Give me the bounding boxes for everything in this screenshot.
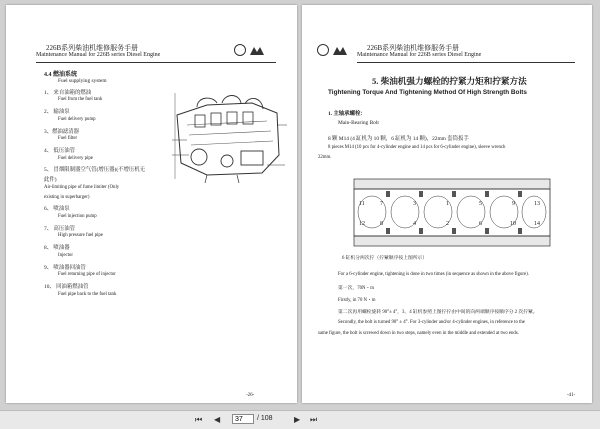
header-title-cn: 226B系列柴油机维修服务手册 (367, 44, 460, 52)
paragraph: 8 颗 M14 (4 缸机为 10 颗，6 缸机为 14 颗)，22mm 套筒扳手 (328, 136, 469, 142)
paragraph: same figure, the bolt is screwed down in two steps, namely even in the middle and extended at two ends. (318, 331, 519, 336)
last-page-icon[interactable]: ⏭ (310, 415, 318, 424)
bolt-label: 8 (380, 221, 383, 227)
figure-caption: 6 缸机分两次拧（拧紧顺序按上图所示） (342, 256, 428, 261)
company-logo (317, 44, 329, 56)
bolt-label: 2 (446, 221, 449, 227)
bolt-label: 3 (413, 201, 416, 207)
item-en: Injector (58, 253, 73, 258)
section-subheading: Fuel supplying system (58, 78, 107, 84)
bolt-label: 14 (534, 221, 540, 227)
paragraph: For a 6-cylinder engine, tightening is done in two times (in sequence as shown in the above figure). (338, 272, 529, 277)
header-title-cn: 226B系列柴油机维修服务手册 (46, 44, 139, 52)
paragraph: 8 pieces M14 (10 pcs for 4-cylinder engine and 14 pcs for 6-cylinder engine), sleeve wrench (328, 145, 506, 150)
bolt-label: 1 (446, 201, 449, 207)
item-cn: 9、 喷油器回油管 (44, 265, 86, 271)
deutz-logo (249, 44, 265, 62)
item-en: Fuel from the fuel tank (58, 97, 103, 102)
item-en: Fuel filter (58, 136, 78, 141)
item-en: Fuel delivery pump (58, 117, 96, 122)
item-cn-continued: 此件) (44, 177, 57, 183)
paragraph: 第一次，70N・m (338, 286, 374, 291)
item-cn: 7、 高压油管 (44, 226, 75, 232)
paragraph: Secondly, the bolt is turned 90° ± 4°. For 3-cylinder and/or 4-cylinder engines, in reference to the (338, 320, 525, 325)
paragraph: 22mm. (318, 155, 332, 160)
total-pages: / 108 (257, 415, 273, 422)
bolt-label: 9 (512, 201, 515, 207)
item-cn: 2、 输油泵 (44, 109, 70, 115)
item-cn: 5、 冒烟限制器空气管(增压器)(不增压机无 (44, 167, 146, 173)
bolt-label: 6 (479, 221, 482, 227)
item-cn: 1、 来自油箱的燃油 (44, 90, 92, 96)
page-number: -41- (567, 393, 576, 398)
paragraph: 第二次再用螺栓旋转 90°± 4°，3、4 缸机参照上图拧拧由中间的向两端顺序按顺序分 2 次拧紧。 (338, 310, 538, 315)
item-cn: 4、 低压油管 (44, 148, 75, 154)
page-number: -26- (246, 393, 255, 398)
item-en: Fuel delivery pipe (58, 156, 93, 161)
section-heading: 5. 柴油机强力螺栓的拧紧力矩和拧紧方法 (372, 76, 527, 86)
page-number-input[interactable] (232, 414, 254, 424)
subsection-heading: 1. 主轴承螺栓： (328, 111, 366, 117)
item-cn: 8、 喷油器 (44, 245, 70, 251)
page-header-left (36, 43, 276, 65)
item-en: Fuel returning pipe of injector (58, 272, 116, 277)
header-title-en: Maintenance Manual for 226B series Diesel Engine (357, 52, 482, 58)
first-page-icon[interactable]: ⏮ (195, 415, 203, 424)
item-en: Fuel injection pump (58, 214, 97, 219)
bolt-label: 13 (534, 201, 540, 207)
item-en: Fuel pipe back to the fuel tank (58, 292, 117, 297)
section-heading-en: Tightening Torque And Tightening Method Of High Strength Bolts (328, 89, 527, 96)
bolt-label: 7 (380, 201, 383, 207)
next-page-icon[interactable]: ▶ (294, 415, 301, 424)
item-cn: 3、燃油滤清器 (44, 129, 80, 135)
company-logo (234, 44, 246, 56)
bolt-label: 5 (479, 201, 482, 207)
header-title-en: Maintenance Manual for 226B series Diesel Engine (36, 52, 161, 58)
bolt-label: 12 (359, 221, 365, 227)
bolt-label: 11 (359, 201, 365, 207)
section-heading: 4.4 燃油系统 (44, 72, 78, 78)
item-cn: 10、 回油箱燃油管 (44, 284, 89, 290)
bolt-sequence-diagram (352, 175, 552, 250)
fuel-system-illustration (167, 85, 289, 185)
bolt-label: 4 (413, 221, 416, 227)
item-en: High pressure fuel pipe (58, 233, 103, 238)
subsection-heading-en: Main-Bearing Bolt (338, 120, 379, 126)
page-left (6, 5, 297, 403)
paragraph: Firstly, in 70 N・m (338, 298, 376, 303)
item-cn: 6、 喷油泵 (44, 206, 70, 212)
previous-page-icon[interactable]: ◀ (214, 415, 221, 424)
page-right (302, 5, 592, 403)
item-en-continued: existing in superbarger) (44, 195, 90, 200)
page-header-right (317, 43, 575, 65)
page-navigation-toolbar (0, 410, 600, 429)
bolt-label: 10 (510, 221, 516, 227)
deutz-logo (332, 44, 348, 62)
item-en: Air-limiting pipe of fume limiter (Only (44, 185, 120, 190)
